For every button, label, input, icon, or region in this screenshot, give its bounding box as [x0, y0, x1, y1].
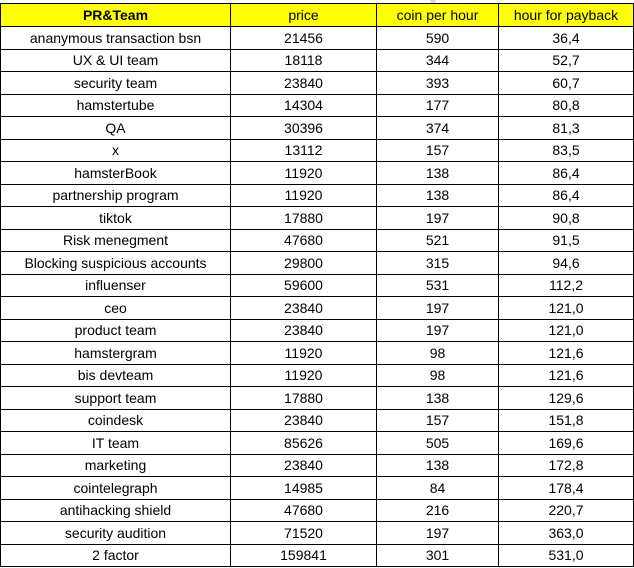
table-row: [1, 207, 634, 230]
table-row: [1, 162, 634, 185]
payback-table: [0, 3, 634, 567]
table-row: [1, 117, 634, 140]
cell-hour-for-payback[interactable]: 52,7: [499, 49, 634, 72]
cell-hour-for-payback[interactable]: 220,7: [499, 499, 634, 522]
cell-hour-for-payback[interactable]: 121,0: [499, 319, 634, 342]
table-row: [1, 387, 634, 410]
table-row: [1, 544, 634, 567]
cell-coin-per-hour[interactable]: 197: [377, 207, 499, 230]
table-row: [1, 27, 634, 50]
cell-price[interactable]: 59600: [231, 274, 377, 297]
cell-coin-per-hour[interactable]: 157: [377, 139, 499, 162]
cell-coin-per-hour[interactable]: 138: [377, 162, 499, 185]
cell-coin-per-hour[interactable]: 393: [377, 72, 499, 95]
table-row: [1, 184, 634, 207]
cell-price[interactable]: 14304: [231, 94, 377, 117]
cell-coin-per-hour[interactable]: 590: [377, 27, 499, 50]
cell-team[interactable]: coindesk: [1, 409, 231, 432]
cell-price[interactable]: 11920: [231, 184, 377, 207]
cell-price[interactable]: 21456: [231, 27, 377, 50]
cell-hour-for-payback[interactable]: 121,0: [499, 297, 634, 320]
cell-price[interactable]: 23840: [231, 454, 377, 477]
table-row: [1, 94, 634, 117]
cell-coin-per-hour[interactable]: 197: [377, 319, 499, 342]
cell-hour-for-payback[interactable]: 90,8: [499, 207, 634, 230]
cell-hour-for-payback[interactable]: 83,5: [499, 139, 634, 162]
cell-team[interactable]: influenser: [1, 274, 231, 297]
cell-price[interactable]: 11920: [231, 162, 377, 185]
table-row: [1, 229, 634, 252]
cell-team[interactable]: product team: [1, 319, 231, 342]
cell-hour-for-payback[interactable]: 531,0: [499, 544, 634, 567]
header-team[interactable]: PR&Team: [1, 4, 231, 27]
cell-coin-per-hour[interactable]: 197: [377, 297, 499, 320]
cell-team[interactable]: tiktok: [1, 207, 231, 230]
cell-price[interactable]: 11920: [231, 364, 377, 387]
cell-hour-for-payback[interactable]: 36,4: [499, 27, 634, 50]
table-row: [1, 319, 634, 342]
cell-team[interactable]: Risk menegment: [1, 229, 231, 252]
cell-hour-for-payback[interactable]: 80,8: [499, 94, 634, 117]
cell-price[interactable]: 159841: [231, 544, 377, 567]
cell-price[interactable]: 18118: [231, 49, 377, 72]
cell-team[interactable]: UX & UI team: [1, 49, 231, 72]
cell-team[interactable]: 2 factor: [1, 544, 231, 567]
cell-coin-per-hour[interactable]: 374: [377, 117, 499, 140]
cell-team[interactable]: Blocking suspicious accounts: [1, 252, 231, 275]
cell-price[interactable]: 11920: [231, 342, 377, 365]
table-row: [1, 139, 634, 162]
cell-hour-for-payback[interactable]: 169,6: [499, 432, 634, 455]
cell-hour-for-payback[interactable]: 91,5: [499, 229, 634, 252]
table-row: [1, 72, 634, 95]
cell-hour-for-payback[interactable]: 151,8: [499, 409, 634, 432]
cell-price[interactable]: 29800: [231, 252, 377, 275]
cell-coin-per-hour[interactable]: 84: [377, 477, 499, 500]
cell-hour-for-payback[interactable]: 129,6: [499, 387, 634, 410]
cell-price[interactable]: 17880: [231, 387, 377, 410]
cell-coin-per-hour[interactable]: 98: [377, 342, 499, 365]
cell-coin-per-hour[interactable]: 138: [377, 184, 499, 207]
cell-coin-per-hour[interactable]: 177: [377, 94, 499, 117]
cell-hour-for-payback[interactable]: 86,4: [499, 184, 634, 207]
cell-coin-per-hour[interactable]: 315: [377, 252, 499, 275]
table-row: [1, 274, 634, 297]
table-row: [1, 499, 634, 522]
cell-team[interactable]: x: [1, 139, 231, 162]
cell-team[interactable]: hamstergram: [1, 342, 231, 365]
cell-price[interactable]: 23840: [231, 297, 377, 320]
cell-coin-per-hour[interactable]: 344: [377, 49, 499, 72]
cell-hour-for-payback[interactable]: 112,2: [499, 274, 634, 297]
cell-hour-for-payback[interactable]: 172,8: [499, 454, 634, 477]
cell-hour-for-payback[interactable]: 121,6: [499, 364, 634, 387]
table-row: [1, 342, 634, 365]
header-coin-per-hour[interactable]: coin per hour: [377, 4, 499, 27]
cell-team[interactable]: QA: [1, 117, 231, 140]
cell-team[interactable]: marketing: [1, 454, 231, 477]
table-row: [1, 409, 634, 432]
cell-price[interactable]: 85626: [231, 432, 377, 455]
cell-coin-per-hour[interactable]: 197: [377, 522, 499, 545]
cell-team[interactable]: IT team: [1, 432, 231, 455]
cell-coin-per-hour[interactable]: 157: [377, 409, 499, 432]
cell-hour-for-payback[interactable]: 86,4: [499, 162, 634, 185]
header-hour-for-payback[interactable]: hour for payback: [499, 4, 634, 27]
cell-price[interactable]: 14985: [231, 477, 377, 500]
cell-team[interactable]: security team: [1, 72, 231, 95]
cell-hour-for-payback[interactable]: 121,6: [499, 342, 634, 365]
cell-coin-per-hour[interactable]: 301: [377, 544, 499, 567]
cell-team[interactable]: antihacking shield: [1, 499, 231, 522]
cell-coin-per-hour[interactable]: 216: [377, 499, 499, 522]
table-row: [1, 252, 634, 275]
cell-coin-per-hour[interactable]: 138: [377, 454, 499, 477]
cell-hour-for-payback[interactable]: 60,7: [499, 72, 634, 95]
cell-coin-per-hour[interactable]: 98: [377, 364, 499, 387]
cell-coin-per-hour[interactable]: 521: [377, 229, 499, 252]
cell-team[interactable]: ananymous transaction bsn: [1, 27, 231, 50]
cell-hour-for-payback[interactable]: 178,4: [499, 477, 634, 500]
cell-team[interactable]: ceo: [1, 297, 231, 320]
cell-team[interactable]: hamsterBook: [1, 162, 231, 185]
cell-hour-for-payback[interactable]: 363,0: [499, 522, 634, 545]
cell-price[interactable]: 23840: [231, 319, 377, 342]
cell-price[interactable]: 13112: [231, 139, 377, 162]
cell-price[interactable]: 71520: [231, 522, 377, 545]
cell-team[interactable]: partnership program: [1, 184, 231, 207]
cell-team[interactable]: hamstertube: [1, 94, 231, 117]
header-row: [1, 4, 634, 27]
cell-team[interactable]: support team: [1, 387, 231, 410]
header-price[interactable]: price: [231, 4, 377, 27]
cell-team[interactable]: security audition: [1, 522, 231, 545]
cell-coin-per-hour[interactable]: 505: [377, 432, 499, 455]
cell-price[interactable]: 47680: [231, 499, 377, 522]
table-row: [1, 522, 634, 545]
table-row: [1, 364, 634, 387]
cell-price[interactable]: 23840: [231, 72, 377, 95]
cell-hour-for-payback[interactable]: 81,3: [499, 117, 634, 140]
table-row: [1, 477, 634, 500]
cell-price[interactable]: 23840: [231, 409, 377, 432]
table-row: [1, 432, 634, 455]
cell-coin-per-hour[interactable]: 138: [377, 387, 499, 410]
cell-price[interactable]: 47680: [231, 229, 377, 252]
cell-coin-per-hour[interactable]: 531: [377, 274, 499, 297]
table-row: [1, 454, 634, 477]
cell-team[interactable]: bis devteam: [1, 364, 231, 387]
cell-hour-for-payback[interactable]: 94,6: [499, 252, 634, 275]
table-row: [1, 49, 634, 72]
cell-price[interactable]: 17880: [231, 207, 377, 230]
cell-team[interactable]: cointelegraph: [1, 477, 231, 500]
cell-price[interactable]: 30396: [231, 117, 377, 140]
table-row: [1, 297, 634, 320]
